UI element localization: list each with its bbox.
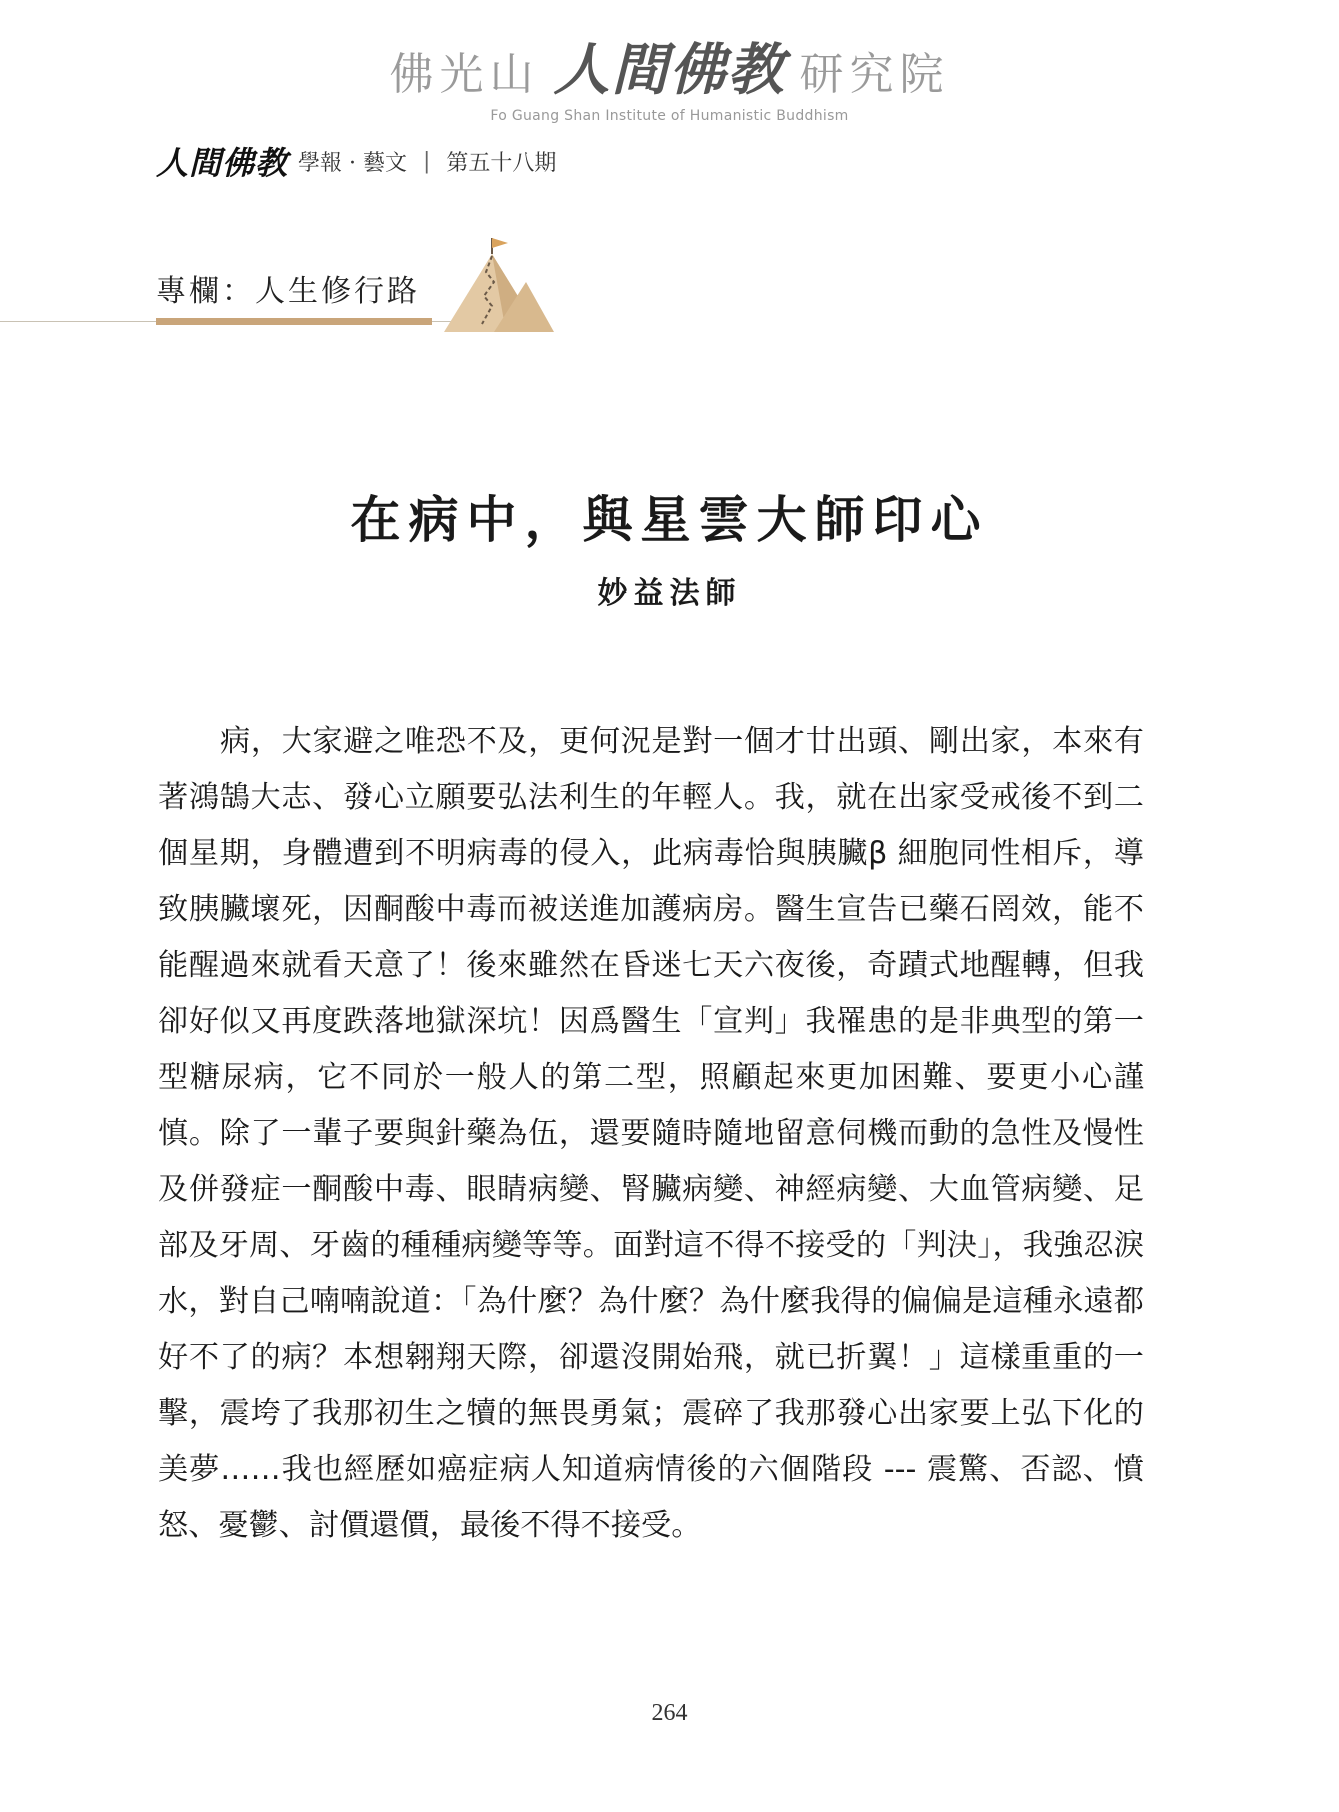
journal-issue: 第五十八期 [446,150,557,176]
journal-section: 學報 · 藝文 [298,150,407,176]
column-title: 專欄：人生修行路 [156,274,420,309]
institute-english-name: Fo Guang Shan Institute of Humanistic Buddhism [490,107,849,124]
article-body: 病，大家避之唯恐不及，更何況是對一個才廿出頭、剛出家，本來有著鴻鵠大志、發心立願要弘法利生的年輕人。我，就在出家受戒後不到二個星期，身體遭到不明病毒的侵入，此病毒恰與胰臟β 細胞同性相斥，導致胰臟壞死，因酮酸中毒而被送進加護病房。醫生宣告已藥石罔效，能不能醒過來就看天意了！後來雖然在昏迷七天六夜後，奇蹟式地醒轉，但我卻好似又再度跌落地獄深坑！因爲醫生「宣判」我罹患的是非典型的第一型糖尿病，它不同於一般人的第二型，照顧起來更加困難、要更小心謹慎。除了一輩子要與針藥為伍，還要隨時隨地留意伺機而動的急性及慢性及併發症一酮酸中毒、眼睛病變、腎臟病變、神經病變、大血管病變、足部及牙周、牙齒的種種病變等等。面對這不得不接受的「判決」，我強忍淚水，對自己喃喃說道：「為什麼？為什麼？為什麼我得的偏偏是這種永遠都好不了的病？本想翱翔天際，卻還沒開始飛，就已折翼！」這樣重重的一擊，震垮了我那初生之犢的無畏勇氣；震碎了我那發心出家要上弘下化的美夢……我也經歷如癌症病人知道病情後的六個階段 --- 震驚、否認、憤怒、憂鬱、討價還價，最後不得不接受。 [158,724,1144,1543]
institute-suffix: 研究院 [799,49,950,100]
institute-brand: 人間佛教 [553,37,786,103]
institute-prefix: 佛光山 [389,49,540,100]
institute-logo [0,37,1339,103]
column-heading [156,266,420,310]
journal-divider: | [423,148,431,174]
article-title: 在病中，與星雲大師印心 [350,489,989,549]
article-author: 妙益法師 [597,576,742,611]
institute-header [0,37,1339,124]
journal-running-head [156,138,556,184]
journal-brand: 人間佛教 [156,144,289,182]
column-accent-bar [156,318,432,325]
page-number: 264 [651,1700,688,1726]
mountain-with-flag-icon [444,236,554,332]
